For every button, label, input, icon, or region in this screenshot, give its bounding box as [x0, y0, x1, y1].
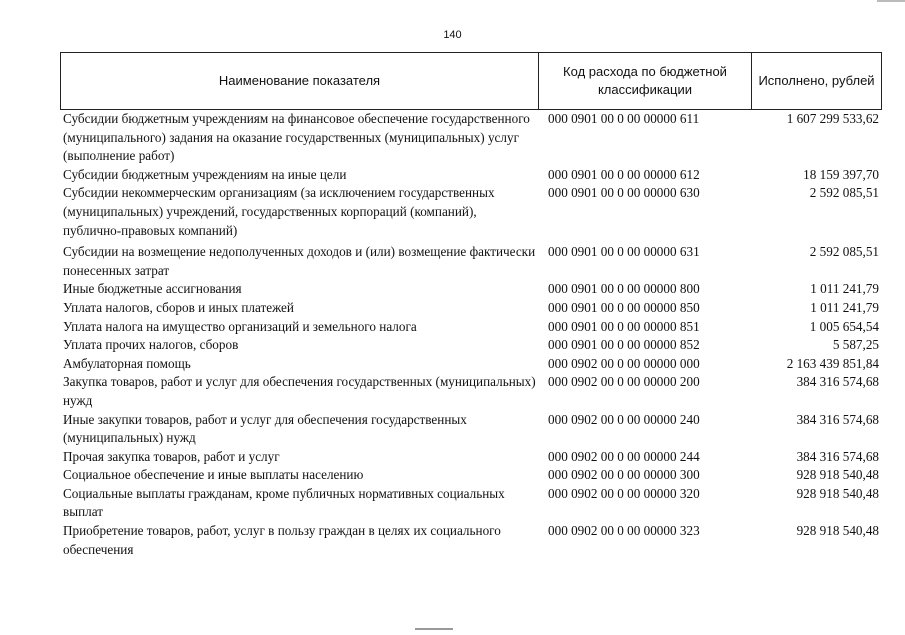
row-name: Закупка товаров, работ и услуг для обеспечения государственных (муниципальных) нужд	[63, 374, 536, 408]
row-code: 000 0901 00 0 00 00000 800	[548, 281, 700, 297]
row-amount: 384 316 574,68	[796, 411, 879, 427]
row-code: 000 0902 00 0 00 00000 244	[548, 448, 700, 464]
header-name: Наименование показателя	[61, 53, 539, 109]
row-amount: 2 163 439 851,84	[786, 355, 879, 371]
row-name: Уплата налога на имущество организаций и земельного налога	[63, 318, 417, 334]
header-executed: Исполнено, рублей	[758, 73, 875, 88]
row-amount: 384 316 574,68	[796, 374, 879, 390]
page-number: 140	[443, 29, 462, 41]
table-row	[60, 522, 882, 559]
row-amount: 2 592 085,51	[809, 185, 879, 201]
row-amount: 1 011 241,79	[810, 281, 879, 297]
row-name: Субсидии бюджетным учреждениям на финансовое обеспечение государственного (муниципального) задания на оказание государственных (муниципальных) услуг (выполнение работ)	[63, 111, 530, 164]
row-code: 000 0902 00 0 00 00000 240	[548, 411, 700, 427]
row-amount: 928 918 540,48	[796, 485, 879, 501]
table-row	[60, 411, 882, 448]
table-row	[60, 466, 882, 485]
row-code: 000 0901 00 0 00 00000 612	[548, 166, 700, 182]
row-amount: 5 587,25	[832, 337, 879, 353]
row-code: 000 0902 00 0 00 00000 000	[548, 355, 700, 371]
row-name: Иные бюджетные ассигнования	[63, 281, 242, 297]
row-amount: 928 918 540,48	[796, 523, 879, 539]
table-row	[60, 166, 882, 185]
row-name: Субсидии на возмещение недополученных доходов и (или) возмещение фактически понесенных затрат	[63, 244, 536, 278]
row-name: Субсидии бюджетным учреждениям на иные цели	[63, 166, 347, 182]
table-header	[60, 52, 882, 110]
header-code: Код расхода по бюджетной классификации	[539, 53, 752, 109]
row-name: Социальное обеспечение и иные выплаты населению	[63, 467, 364, 483]
table-row	[60, 299, 882, 318]
table-body	[60, 110, 882, 559]
row-name: Субсидии некоммерческим организациям (за исключением государственных (муниципальных) учреждений, государственных корпораций (компаний), публично-правовых компаний)	[63, 185, 495, 238]
scan-artifact	[415, 628, 453, 630]
row-amount: 1 011 241,79	[810, 299, 879, 315]
row-name: Уплата прочих налогов, сборов	[63, 337, 239, 353]
row-code: 000 0902 00 0 00 00000 200	[548, 374, 700, 390]
row-amount: 2 592 085,51	[809, 244, 879, 260]
row-code: 000 0901 00 0 00 00000 851	[548, 318, 700, 334]
table-row	[60, 243, 882, 280]
row-code: 000 0901 00 0 00 00000 611	[548, 111, 700, 126]
table-row	[60, 184, 882, 240]
table-row	[60, 280, 882, 299]
table-row	[60, 336, 882, 355]
row-code: 000 0901 00 0 00 00000 850	[548, 299, 700, 315]
row-name: Социальные выплаты гражданам, кроме публичных нормативных социальных выплат	[63, 485, 505, 520]
row-amount: 18 159 397,70	[803, 166, 879, 182]
row-code: 000 0901 00 0 00 00000 852	[548, 337, 700, 353]
table-row	[60, 318, 882, 337]
row-code: 000 0901 00 0 00 00000 630	[548, 185, 700, 201]
row-code: 000 0902 00 0 00 00000 323	[548, 523, 700, 539]
row-amount: 1 607 299 533,62	[786, 111, 879, 126]
row-name: Амбулаторная помощь	[63, 355, 191, 371]
row-name: Прочая закупка товаров, работ и услуг	[63, 448, 280, 464]
row-amount: 1 005 654,54	[809, 318, 879, 334]
table-row	[60, 485, 882, 522]
row-name: Иные закупки товаров, работ и услуг для обеспечения государственных (муниципальных) нужд	[63, 411, 467, 446]
row-code: 000 0902 00 0 00 00000 320	[548, 485, 700, 501]
table-row	[60, 373, 882, 410]
row-amount: 384 316 574,68	[796, 448, 879, 464]
row-code: 000 0901 00 0 00 00000 631	[548, 244, 700, 260]
row-amount: 928 918 540,48	[796, 467, 879, 483]
row-code: 000 0902 00 0 00 00000 300	[548, 467, 700, 483]
table-row	[60, 355, 882, 374]
table-row	[60, 448, 882, 467]
table-row	[60, 110, 882, 166]
row-name: Приобретение товаров, работ, услуг в пользу граждан в целях их социального обеспечения	[63, 523, 501, 557]
row-name: Уплата налогов, сборов и иных платежей	[63, 299, 294, 315]
scan-artifact	[877, 0, 905, 2]
